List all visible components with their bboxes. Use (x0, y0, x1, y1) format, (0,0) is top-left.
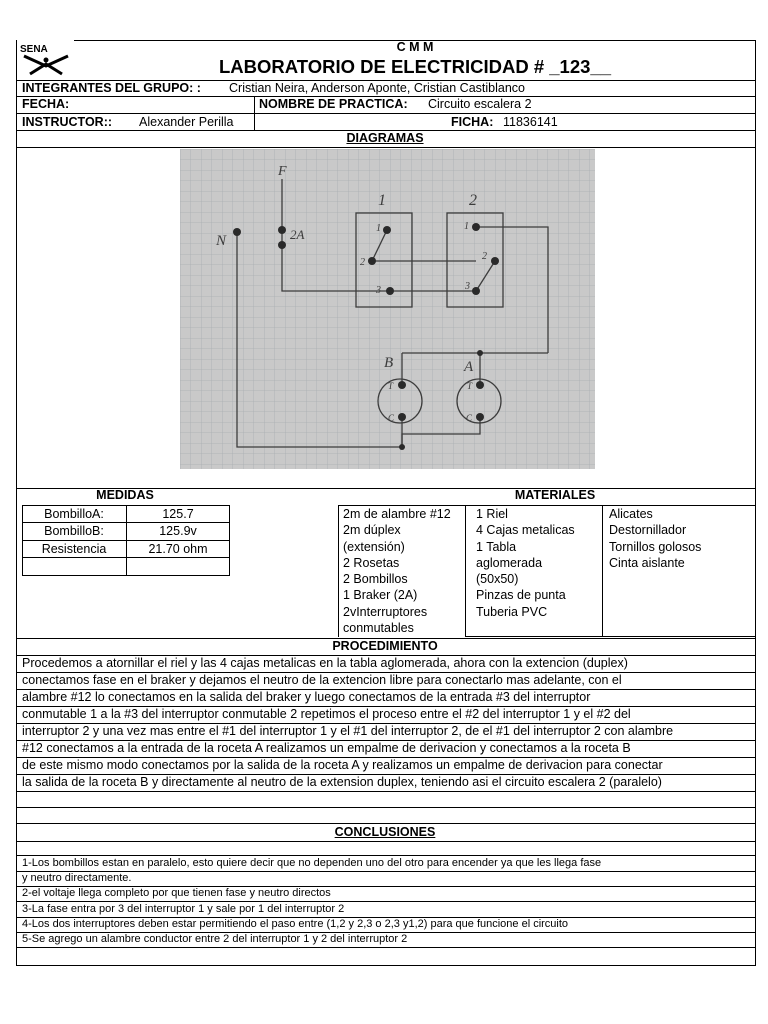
ficha-value: 11836141 (503, 115, 558, 129)
info-divider-1 (254, 96, 255, 113)
materiales-item: aglomerada (476, 556, 543, 570)
concl-rule (16, 901, 756, 902)
proc-line: interruptor 2 y una vez mas entre el #1 del interruptor 1 y el #1 del interruptor 2, de el #1 del interruptor 2 con alambre (22, 724, 674, 738)
concl-line: 1-Los bombillos estan en paralelo, esto quiere decir que no dependen uno del otro para encender ya que les llega fase (22, 857, 602, 869)
proc-line: alambre #12 lo conectamos en la salida del braker y luego conectamos de la entrada #3 del interruptor (22, 690, 591, 704)
label-a-t: T (467, 381, 473, 391)
label-switch-1: 1 (378, 192, 386, 209)
proc-line: la salida de la roceta B y directamente al neutro de la extension duplex, teniendo asi el circuito escalera 2 (paralelo) (22, 775, 662, 789)
medidas-row-value: 125.7 (162, 507, 194, 521)
label-s1-t2: 2 (360, 257, 365, 268)
proc-line: Procedemos a atornillar el riel y las 4 cajas metalicas en la tabla aglomerada, ahora con la extencion (duplex) (22, 656, 628, 670)
diagram-heading: DIAGRAMAS (346, 131, 424, 145)
label-s2-t1: 1 (464, 221, 469, 232)
proc-line: conmutable 1 a la #3 del interruptor conmutable 2 repetimos el proceso entre el #2 del interruptor 1 y el #2 del (22, 707, 631, 721)
materiales-item: (50x50) (476, 572, 519, 586)
materiales-item: 2m dúplex (343, 523, 401, 537)
materiales-item: Alicates (609, 507, 653, 521)
info-line-3 (16, 113, 756, 114)
concl-rule (16, 855, 756, 856)
border-right (755, 40, 756, 966)
label-breaker: 2A (290, 227, 305, 242)
materiales-item: (extensión) (343, 540, 405, 554)
concl-rule (16, 841, 756, 842)
info-divider-2 (254, 113, 255, 130)
medidas-row-name: BombilloA: (44, 507, 104, 521)
sena-logo (16, 40, 76, 80)
medidas-row-value: 125.9v (159, 524, 197, 538)
members-value: Cristian Neira, Anderson Aponte, Cristian Castiblanco (229, 81, 525, 95)
label-a-c: C (466, 413, 473, 423)
materiales-item: Tuberia PVC (476, 605, 548, 619)
label-s1-t3: 3 (376, 285, 381, 296)
concl-line: 5-Se agrego un alambre conductor entre 2 del interruptor 1 y 2 del interruptor 2 (22, 933, 408, 945)
practice-label: NOMBRE DE PRACTICA: (259, 97, 408, 111)
label-s2-t3: 3 (465, 281, 470, 292)
logo-text: SENA (20, 44, 48, 55)
procedimiento-heading: PROCEDIMIENTO (332, 639, 438, 653)
instructor-value: Alexander Perilla (139, 115, 234, 129)
medidas-row-value: 21.70 ohm (148, 542, 208, 556)
proc-line: de este mismo modo conectamos por la salida de la roceta A y realizamos un empalme de derivacion para conectar (22, 758, 663, 772)
concl-line: y neutro directamente. (22, 872, 132, 884)
materiales-item: Destornillador (609, 523, 687, 537)
medidas-heading: MEDIDAS (96, 488, 154, 502)
materiales-item: 2vInterruptores (343, 605, 428, 619)
date-label: FECHA: (22, 97, 70, 111)
concl-rule (16, 947, 756, 948)
lab-title: LABORATORIO DE ELECTRICIDAD # _123__ (218, 56, 611, 77)
concl-line: 4-Los dos interruptores deben estar permitiendo el paso entre (1,2 y 2,3 o 2,3 y1,2) para que funcione el circuito (22, 918, 569, 930)
proc-rule (16, 791, 756, 792)
label-b-c: C (388, 413, 395, 423)
proc-line: #12 conectamos a la entrada de la roceta A realizamos un empalme de derivacion y conectamos a la roceta B (22, 741, 631, 755)
proc-rule (16, 807, 756, 808)
label-n: N (216, 233, 227, 249)
instructor-label: INSTRUCTOR:: (22, 115, 113, 129)
border-left (16, 40, 17, 966)
materiales-item: 2m de alambre #12 (343, 507, 451, 521)
label-s2-t2: 2 (482, 251, 487, 262)
medidas-row-name: BombilloB: (44, 524, 104, 538)
proc-rule (16, 823, 756, 824)
border-bottom (16, 965, 756, 966)
label-s1-t1: 1 (376, 223, 381, 234)
ficha-label: FICHA: (451, 115, 494, 129)
medidas-table (22, 505, 230, 576)
materiales-item: 4 Cajas metalicas (476, 523, 575, 537)
label-lamp-b: B (384, 355, 394, 371)
code-text: C M M (396, 40, 434, 54)
materiales-item: 1 Riel (476, 507, 508, 521)
materiales-item: 1 Braker (2A) (343, 588, 418, 602)
label-lamp-a: A (464, 359, 474, 375)
materiales-heading: MATERIALES (514, 488, 596, 502)
diagram-top-line (16, 147, 756, 148)
circuit-diagram-photo (180, 149, 595, 469)
concl-line: 3-La fase entra por 3 del interruptor 1 y sale por 1 del interruptor 2 (22, 903, 345, 915)
label-b-t: T (388, 381, 394, 391)
medidas-row-name: Resistencia (41, 542, 107, 556)
label-switch-2: 2 (469, 192, 477, 209)
materiales-item: 2 Rosetas (343, 556, 400, 570)
members-label: INTEGRANTES DEL GRUPO: : (22, 81, 201, 95)
practice-value: Circuito escalera 2 (428, 97, 532, 111)
materiales-item: Cinta aislante (609, 556, 685, 570)
proc-line: conectamos fase en el braker y dejamos el neutro de la extencion libre para conectarlo mas adelante, con el (22, 673, 622, 687)
materiales-item: conmutables (343, 621, 414, 635)
materiales-item: 2 Bombillos (343, 572, 408, 586)
label-f: F (278, 164, 287, 179)
concl-line: 2-el voltaje llega completo por que tienen fase y neutro directos (22, 887, 331, 899)
materiales-item: Pinzas de punta (476, 588, 566, 602)
materiales-item: Tornillos golosos (609, 540, 702, 554)
materiales-item: 1 Tabla (476, 540, 517, 554)
conclusiones-heading: CONCLUSIONES (334, 825, 436, 839)
